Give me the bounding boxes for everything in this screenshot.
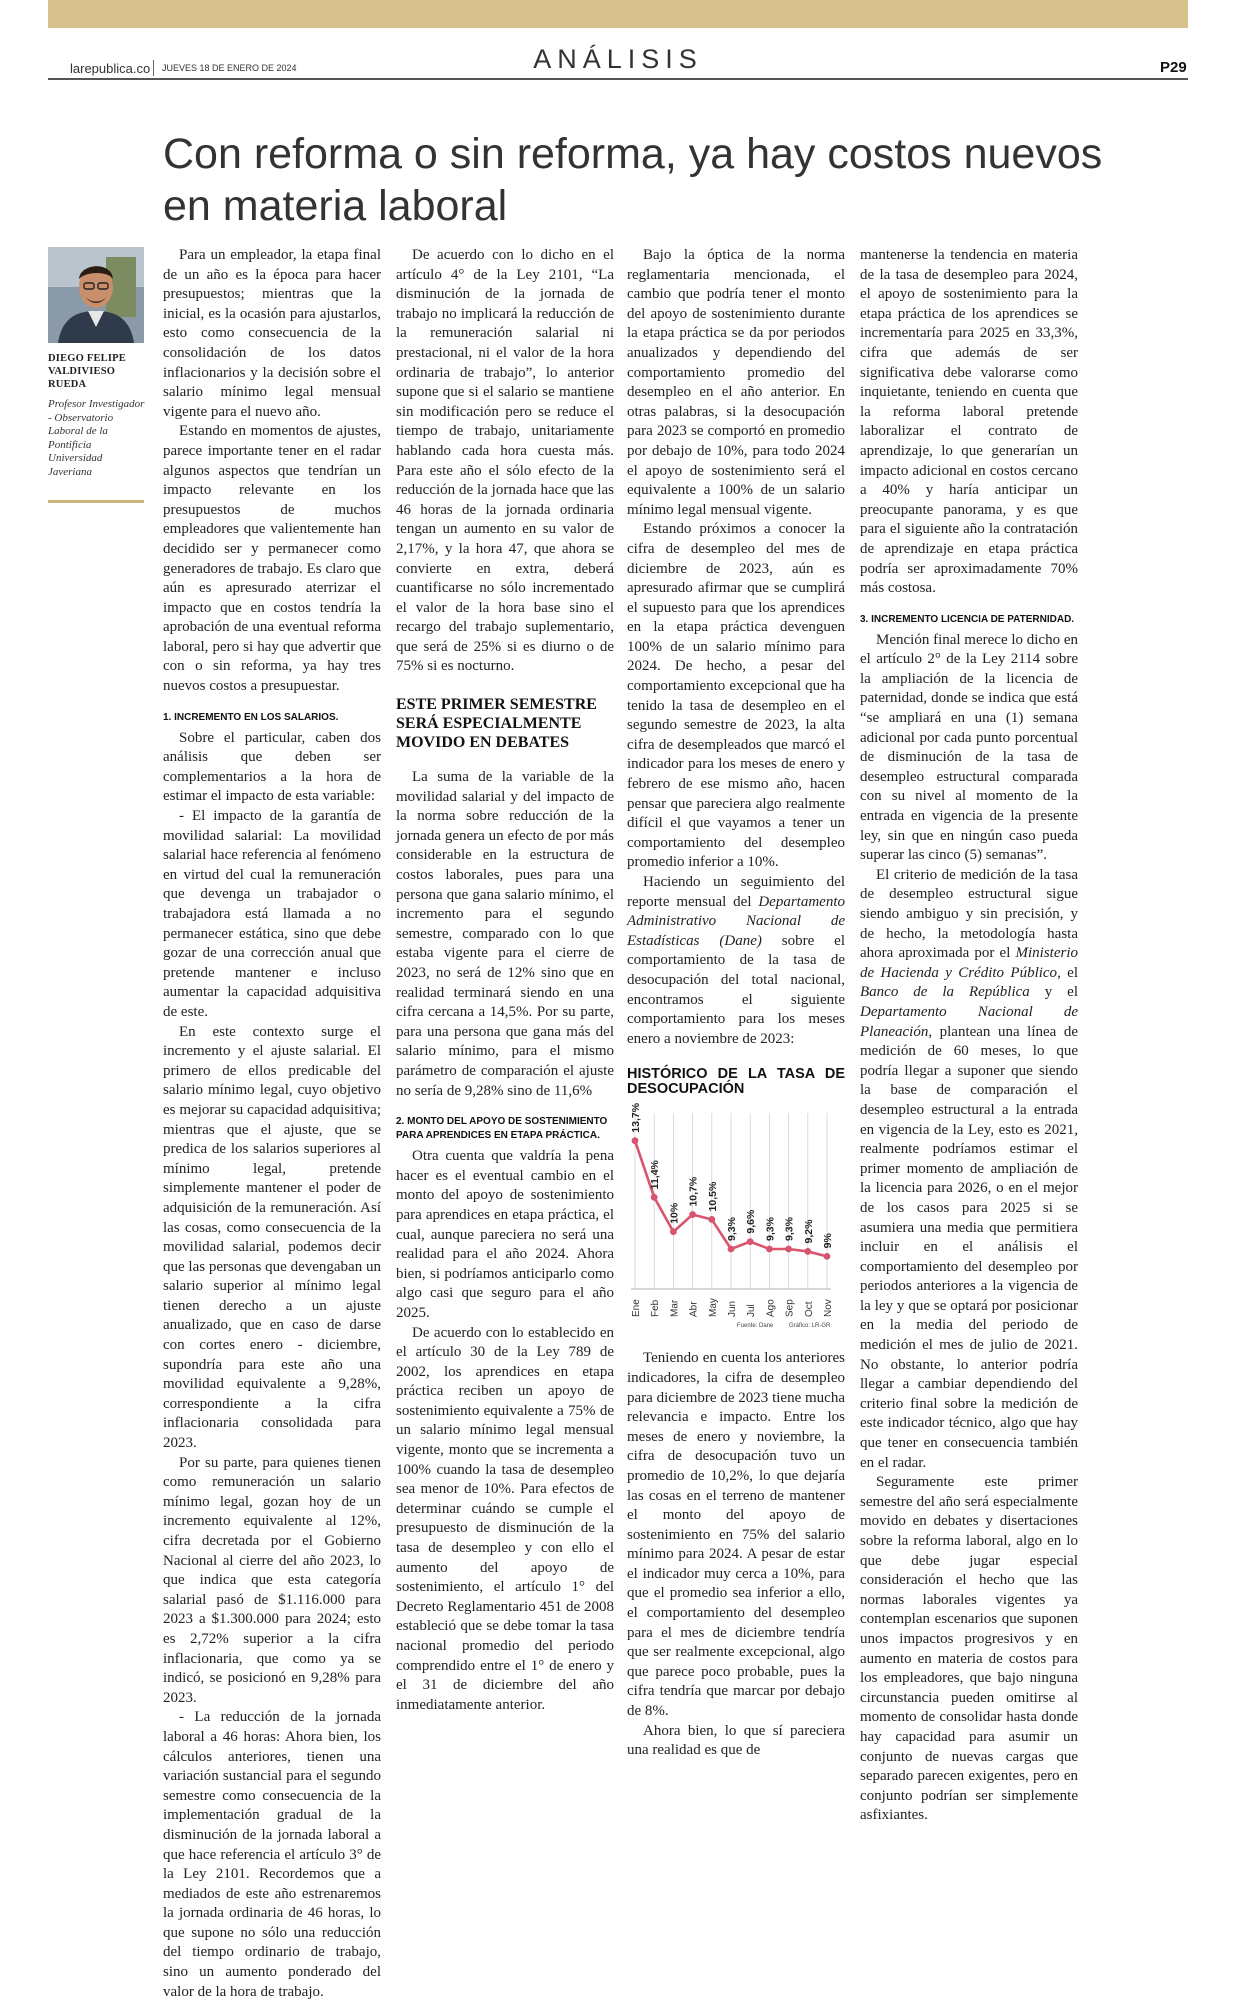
x-tick-label: Feb — [650, 1300, 662, 1318]
paragraph: Otra cuenta que valdría la pena hacer es el eventual cambio en el monto del apoyo de sostenimiento para aprendices en etapa práctica, el cual, aunque pareciera no será una realidad para el año 2024. Ahora bien, si podríamos anticiparlo como algo casi que seguro para el año 2025. — [396, 1148, 614, 1321]
data-point — [747, 1239, 754, 1246]
data-point — [766, 1246, 773, 1253]
paragraph: La suma de la variable de la movilidad salarial y del impacto de la norma sobre reducción de la jornada genera un efecto de por más considerable en la estructura de costos laborales, pues para una persona que gana salario mínimo, el incremento para el segundo semestre, comparado con lo que estaba vigente para el cierre de 2023, no será de 12% sino que en realidad terminará siendo en una cifra cercana a 14,5%. Por su parte, para una persona que gana más del salario mínimo, para el mismo parámetro de comparación el ajuste no sería de 9,28% sino de 11,6% — [396, 769, 614, 1099]
paragraph: Teniendo en cuenta los anteriores indicadores, la cifra de desempleo para diciembre de 2023 tiene mucha relevancia e impacto. Entre los meses de enero y noviembre, la cifra de desocupación tuvo un promedio de 10,2%, lo que dejaría las cosas en el terreno de mantener el monto del apoyo de sostenimiento en 75% del salario mínimo para 2024. A pesar de estar el indicador muy cerca a 10%, para que el promedio sea inferior a ello, el comportamiento del desempleo para el mes de diciembre tendría que ser realmente excepcional, algo que parece poco probable, pues la cifra tendría que marcar por debajo de 8%. — [627, 1350, 845, 1720]
data-label: 9,3% — [783, 1217, 796, 1242]
x-tick-label: May — [707, 1298, 719, 1318]
article-headline: Con reforma o sin reforma, ya hay costos nuevos en materia laboral — [163, 130, 1103, 230]
text-run: , el — [1057, 964, 1078, 981]
data-label: 13,7% — [630, 1103, 642, 1134]
text-run: Banco de la República — [860, 984, 1030, 1001]
subheading: 1. INCREMENTO EN LOS SALARIOS. — [163, 711, 339, 723]
subheading: 3. INCREMENTO LICENCIA DE PATERNIDAD. — [860, 613, 1075, 625]
issue-date: JUEVES 18 DE ENERO DE 2024 — [162, 63, 297, 73]
author-role: Profesor Investigador - Observatorio Laboral de la Pontificia Universidad Javeriana — [48, 398, 145, 478]
paragraph: Estando próximos a conocer la cifra de desempleo del mes de diciembre de 2023, aún es apresurado afirmar que se cumplirá el supuesto para que los aprendices en la etapa práctica devenguen 100% de un salario mínimo para 2024. De hecho, a pesar del comportamiento excepcional que ha tenido la tasa de desempleo en el segundo semestre de 2023, la alta cifra de desempleados que marcó el indicador para los meses de enero y febrero de ese mismo año, hacen pensar que pareciera algo realmente difícil el que vayamos a tener un comportamiento del desempleo promedio inferior a 10%. — [627, 521, 845, 871]
text-run: sobre el comportamiento de la tasa de desocupación del total nacional, encontramos el siguiente comportamiento para los meses enero a noviembre de 2023: — [627, 932, 845, 1047]
data-point — [728, 1246, 735, 1253]
data-label: 9% — [822, 1233, 834, 1249]
data-label: 10,5% — [706, 1182, 719, 1212]
text-run: , plantean una línea de medición de 60 meses, lo que podría llegar a suponer que siendo la base de comparación el desempleo estructural a la entrada en vigencia de la Ley, esto es 2021, realmente podríamos estimar el primer momento de ampliación de la licencia para 2026, o en el mejor de los casos para 2025 si se asumiera una media que permitiera incluir en el análisis el comportamiento del desempleo por periodos anteriores a la vigencia de la ley y que se optará por posicionar en la media del periodo de medición el mes de julio de 2021. No obstante, lo anterior podría llegar a cambiar dependiendo del criterio final sobre la medición de este indicador técnico, algo que hay que tener en consecuencia también en el radar. — [860, 1023, 1078, 1471]
paragraph: mantenerse la tendencia en materia de la tasa de desempleo para 2024, el apoyo de sostenimiento para la etapa práctica de los aprendices se incrementaría para 2025 en 33,3%, cifra que además de ser significativa debe valorarse como inquietante, teniendo en cuenta que la reforma laboral pretende laboralizar el contrato de aprendizaje, lo que generarían un impacto adicional en costos cercano a 40% y haría anticipar un preocupante panorama, y es que para el siguiente año la contratación de aprendizaje en etapa práctica podría ser aproximadamente 70% más costosa. — [860, 247, 1078, 597]
site-name[interactable]: larepublica.co — [70, 61, 151, 76]
subheading: 2. MONTO DEL APOYO DE SOSTENIMIENTO PARA APRENDICES EN ETAPA PRÁCTICA. — [396, 1116, 608, 1142]
chart-title: HISTÓRICO DE LA TASA DE DESOCUPACIÓN — [627, 1066, 845, 1098]
paragraph: Ahora bien, lo que sí pareciera una realidad es que de — [627, 1722, 845, 1759]
paragraph: - La reducción de la jornada laboral a 46 horas: Ahora bien, los cálculos anteriores, tienen una variación sustancial para el segundo semestre como consecuencia de la implementación gradual de la disminución de la jornada laboral a que hace referencia el artículo 3° de la Ley 2101. Recordemos que a mediados de este año estrenaremos la jornada ordinaria de 46 horas, lo que supone no sólo una reducción del tiempo ordinario de trabajo, sino un aumento ponderado del valor de la hora de trabajo. — [163, 1709, 381, 2000]
text-run: Departamento Nacional de Planeación — [860, 1003, 1078, 1040]
header-rule — [48, 78, 1188, 80]
chart-source: Fuente: Dane — [737, 1323, 774, 1330]
pull-quote: ESTE PRIMER SEMESTRE SERÁ ESPECIALMENTE MOVIDO EN DEBATES — [396, 696, 597, 752]
chart-credit: Gráfico: LR-GR — [789, 1323, 831, 1330]
author-accent-rule — [48, 500, 144, 503]
text-run: Ministerio de Hacienda y Crédito Público — [860, 945, 1078, 981]
data-point — [804, 1248, 811, 1255]
x-tick-label: Abr — [688, 1301, 700, 1318]
data-label: 9,3% — [726, 1217, 738, 1242]
article-column-3 — [627, 246, 845, 1846]
x-tick-label: Ene — [631, 1299, 642, 1318]
author-photo — [48, 247, 144, 343]
paragraph: En este contexto surge el incremento y el ajuste salarial. El primero de ellos predicable del salario mínimo legal, cuyo objetivo es mejorar su capacidad adquisitiva; mientras que el ajuste, que se predica de los salarios superiores al mínimo legal, pretende simplemente mantener el poder de adquisición de la remuneración. Así las cosas, como consecuencia de la movilidad salarial, podemos decir que las personas que devengaban un salario superior al mínimo legal tienen derecho a un ajuste anualizado, que en caso de darse con cortes enero - diciembre, supondría para este año una movilidad equivalente a 9,28%, correspondiente a la cifra inflacionaria consolidada para 2023. — [163, 1023, 381, 1452]
paragraph: Para un empleador, la etapa final de un año es la época para hacer presupuestos; mientras que la inicial, es la ocasión para ajustarlos, esto como consecuencia de la consolidación de los datos inflacionarios y la decisión sobre el salario mínimo legal mensual vigente para el nuevo año. — [163, 247, 381, 420]
x-tick-label: Sep — [784, 1299, 796, 1318]
paragraph: Bajo la óptica de la norma reglamentaria mencionada, el cambio que podría tener el monto del apoyo de sostenimiento durante la etapa práctica se da por periodos anualizados y dependiendo del comportamiento promedio del desempleo en el año anterior. En otras palabras, si la desocupación para 2023 se comportó en promedio por debajo de 10%, para todo 2024 el apoyo de sostenimiento será el equivalente a 100% de un salario mínimo legal mensual vigente. — [627, 247, 845, 518]
article-column-4 — [860, 246, 1078, 1846]
x-tick-label: Oct — [803, 1301, 815, 1318]
unemployment-chart — [627, 1067, 845, 1331]
data-label: 10% — [668, 1203, 681, 1225]
data-point — [785, 1246, 792, 1253]
text-run: Haciendo un seguimiento del reporte mensual del — [627, 874, 845, 910]
top-color-band — [48, 0, 1188, 28]
paragraph: Por su parte, para quienes tienen como remuneración un salario mínimo legal, gozan hoy de un incremento equivalente al 12%, cifra decretada por el Gobierno Nacional al cierre del año 2023, lo que indica que esta categoría salarial pasó de $1.116.000 para 2023 a $1.300.000 para 2024; esto es 2,72% superior a la cifra inflacionaria, que como ya se indicó, se posicionó en 9,28% para 2023. — [163, 1454, 381, 1706]
data-label: 10,7% — [687, 1177, 700, 1207]
data-label: 9,2% — [802, 1219, 815, 1244]
data-point — [632, 1138, 639, 1145]
paragraph — [627, 873, 845, 1049]
x-tick-label: Ago — [765, 1299, 777, 1318]
data-point — [689, 1211, 696, 1218]
article-column-2 — [396, 246, 614, 1846]
x-tick-label: Nov — [823, 1299, 834, 1318]
text-run: Departamento Administrativo Nacional de Estadísticas (Dane) — [627, 893, 845, 949]
chart-plot — [627, 1101, 845, 1331]
paragraph: Mención final merece lo dicho en el artículo 2° de la Ley 2114 sobre la ampliación de la licencia de paternidad, donde se indica que está “se ampliará en una (1) semana adicional por cada punto porcentual de disminución de la tasa de desempleo estructural comparada con su nivel al momento de la entrada en vigencia de la presente ley, sin que en ningún caso pueda superar las cinco (5) semanas”. — [860, 631, 1079, 864]
data-point — [670, 1229, 677, 1236]
data-point — [824, 1253, 831, 1260]
paragraph: Sobre el particular, caben dos análisis que deben ser complementarios a la hora de estimar el impacto de esta variable: — [163, 729, 381, 805]
x-tick-label: Jul — [746, 1304, 758, 1318]
paragraph — [860, 866, 1078, 1473]
paragraph: De acuerdo con lo establecido en el artículo 30 de la Ley 789 de 2002, los aprendices en etapa práctica reciben un apoyo de sostenimiento equivalente a 75% de un salario mínimo legal mensual vigente, monto que se incrementa a 100% cuando la tasa de desempleo sea menor de 10%. Para efectos de determinar cuándo se cumple el presupuesto de disminución de la tasa de desempleo y con ello el aumento del apoyo de sostenimiento, el artículo 1° del Decreto Reglamentario 451 de 2008 estableció que se debe tomar la tasa nacional promedio del periodo comprendido entre el 1° de enero y el 31 de diciembre del año inmediatamente anterior. — [396, 1324, 614, 1713]
paragraph: - El impacto de la garantía de movilidad salarial: La movilidad salarial hace referencia al fenómeno en virtud del cual la remuneración que devenga un trabajador o trabajadora está llamada a no permanecer estática, sino que debe gozar de una corrección anual que pretende mantener e incluso aumentar la capacidad adquisitiva de este. — [163, 808, 381, 1020]
x-tick-label: Mar — [669, 1300, 681, 1318]
page-number: P29 — [1160, 59, 1187, 76]
text-run: y el — [1029, 984, 1078, 1001]
data-label: 9,6% — [745, 1210, 758, 1234]
data-label: 9,3% — [764, 1217, 777, 1242]
article-column-1 — [163, 246, 381, 2000]
paragraph: Seguramente este primer semestre del año será especialmente movido en debates y disertaciones sobre la reforma laboral, algo en lo que debe jugar especial consideración el hecho que las normas laborales vigentes ya contemplan escenarios que suponen unos impactos progresivos y en aumento en materia de costos para los empleadores, que bajo ninguna circunstancia pueden omitirse al momento de consolidar hasta donde hay capacidad para asumir un conjunto de nuevas cargas que separado parecen exigentes, pero en conjunto podrían ser simplemente asfixiantes. — [860, 1474, 1078, 1824]
x-tick-label: Jun — [727, 1301, 738, 1318]
section-title: ANÁLISIS — [533, 44, 703, 74]
data-label: 11,4% — [649, 1160, 662, 1190]
paragraph: Estando en momentos de ajustes, parece importante tener en el radar algunos aspectos que tendrían un impacto relevante en los presupuestos de muchos empleadores que valientemente han decidido ser y permanecer como generadores de trabajo. Es claro que aún es apresurado aterrizar el impacto que en costos tendría la aprobación de una eventual reforma laboral, pero si hay que advertir que con o sin reforma, ya hay tres nuevos costos a presupuestar. — [163, 423, 381, 695]
text-run: El criterio de medición de la tasa de desempleo estructural sigue siendo ambiguo y sin precisión, y de hecho, la metodología hasta ahora aproximada por el — [860, 866, 1078, 962]
data-point — [651, 1194, 658, 1201]
author-name: DIEGO FELIPE VALDIVIESO RUEDA — [48, 353, 126, 390]
paragraph: De acuerdo con lo dicho en el artículo 4° de la Ley 2101, “La disminución de la jornada de trabajo no implicará la reducción de la remuneración salarial ni prestacional, ni el valor de la hora ordinaria de trabajo”, lo anterior supone que si el salario se mantiene sin modificación pero se reduce el tiempo de trabajo, unitariamente hablando cada hora cuesta más. Para este año el sólo efecto de la reducción de la jornada hace que las 46 horas de la jornada ordinaria tengan un aumento en su valor de 2,17%, y la hora 47, que ahora se convierte en extra, deberá cuantificarse no sólo incrementado el valor de la hora base sino el recargo del trabajo suplementario, que será de 25% si es diurno o de 75% si es nocturno. — [396, 247, 614, 675]
data-point — [708, 1216, 715, 1223]
